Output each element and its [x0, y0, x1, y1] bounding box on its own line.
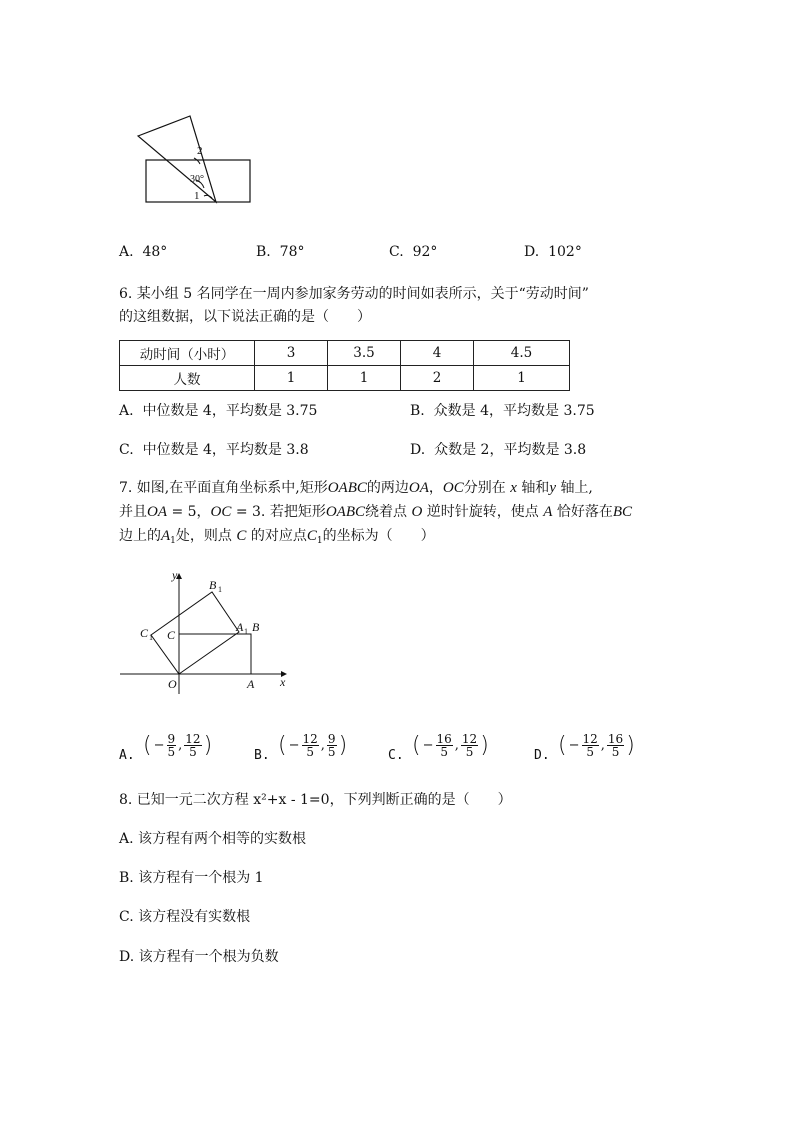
q8-option-c[interactable]: C. 该方程没有实数根	[119, 909, 251, 925]
table-row	[120, 366, 570, 391]
angle30-label: 30°	[190, 174, 204, 185]
q7-option-b-letter[interactable]: B.	[254, 748, 270, 763]
q6-option-c[interactable]: C. 中位数是 4，平均数是 3.8	[119, 442, 309, 458]
point-a1-sub: 1	[244, 627, 248, 636]
table-header-cell: 动时间（小时）	[120, 341, 255, 366]
point-b1-label: B	[209, 578, 217, 592]
q6-stem-line2: 的这组数据，以下说法正确的是（ ）	[119, 309, 371, 325]
q7-option-b-value[interactable]: ( − $\frac{12}{5}$ , $\frac{9}{5}$ )	[278, 732, 348, 759]
q7-option-c-value[interactable]: ( − $\frac{16}{5}$ , $\frac{12}{5}$ )	[412, 732, 489, 759]
table-cell: 2	[401, 366, 474, 391]
q7-stem-line3: 边上的$A_1$处，则点 C 的对应点$C_1$的坐标为（ ）	[119, 528, 435, 546]
y-axis-label: y	[172, 568, 178, 582]
q7-option-c-letter[interactable]: C.	[388, 748, 404, 763]
q7-option-d-value[interactable]: ( − $\frac{12}{5}$ , $\frac{16}{5}$ )	[558, 732, 635, 759]
q5-option-a[interactable]: A. 48°	[119, 244, 168, 260]
q8-option-a[interactable]: A. 该方程有两个相等的实数根	[119, 831, 307, 847]
point-b1-sub: 1	[218, 585, 222, 594]
q6-option-b[interactable]: B. 众数是 4，平均数是 3.75	[410, 403, 595, 419]
table-cell: 1	[255, 366, 328, 391]
q5-option-b[interactable]: B. 78°	[256, 244, 305, 260]
angle2-label: 2	[197, 145, 203, 157]
rotated-rectangle-oa1b1c1	[151, 592, 239, 674]
q6-option-d[interactable]: D. 众数是 2，平均数是 3.8	[410, 442, 587, 458]
q5-figure	[130, 108, 260, 208]
table-header-cell: 人数	[120, 366, 255, 391]
point-o-label: O	[168, 677, 177, 691]
q6-stem-line1: 6. 某小组 5 名同学在一周内参加家务劳动的时间如表所示，关于“劳动时间”	[119, 286, 589, 302]
angle1-label: 1	[194, 190, 200, 202]
table-cell: 4.5	[474, 341, 570, 366]
point-c1-label: C	[140, 626, 149, 640]
q6-option-a[interactable]: A. 中位数是 4，平均数是 3.75	[119, 403, 318, 419]
point-b-label: B	[252, 620, 260, 634]
x-axis-label: x	[280, 675, 286, 689]
q5-option-c[interactable]: C. 92°	[389, 244, 438, 260]
point-a1-label: A	[236, 620, 244, 634]
q7-figure	[116, 566, 296, 696]
set-square-triangle	[138, 116, 216, 202]
table-cell: 1	[328, 366, 401, 391]
q8-option-d[interactable]: D. 该方程有一个根为负数	[119, 949, 279, 965]
q7-stem-line1: 7. 如图,在平面直角坐标系中,矩形OABC的两边OA，OC分别在 x 轴和y 轴上,	[119, 480, 593, 496]
q8-stem: 8. 已知一元二次方程 x²+x - 1=0，下列判断正确的是（ ）	[119, 792, 512, 808]
rectangle-oabc	[179, 634, 251, 674]
q7-stem-line2: 并且OA = 5，OC = 3. 若把矩形OABC绕着点 O 逆时针旋转，使点 A 恰好落在BC	[119, 504, 633, 520]
q8-option-b[interactable]: B. 该方程有一个根为 1	[119, 870, 264, 886]
angle2-arc	[194, 158, 200, 164]
table-row	[120, 341, 570, 366]
q7-option-d-letter[interactable]: D.	[534, 748, 550, 763]
point-c-label: C	[167, 628, 176, 642]
point-c1-sub: 1	[149, 633, 153, 642]
q7-option-a-letter[interactable]: A.	[119, 748, 135, 763]
table-cell: 1	[474, 366, 570, 391]
q7-option-a-value[interactable]: ( − $\frac{9}{5}$ , $\frac{12}{5}$ )	[143, 732, 213, 759]
q5-option-d[interactable]: D. 102°	[524, 244, 582, 260]
table-cell: 4	[401, 341, 474, 366]
table-cell: 3	[255, 341, 328, 366]
table-cell: 3.5	[328, 341, 401, 366]
point-a-label: A	[247, 677, 255, 691]
q6-table	[119, 340, 570, 391]
